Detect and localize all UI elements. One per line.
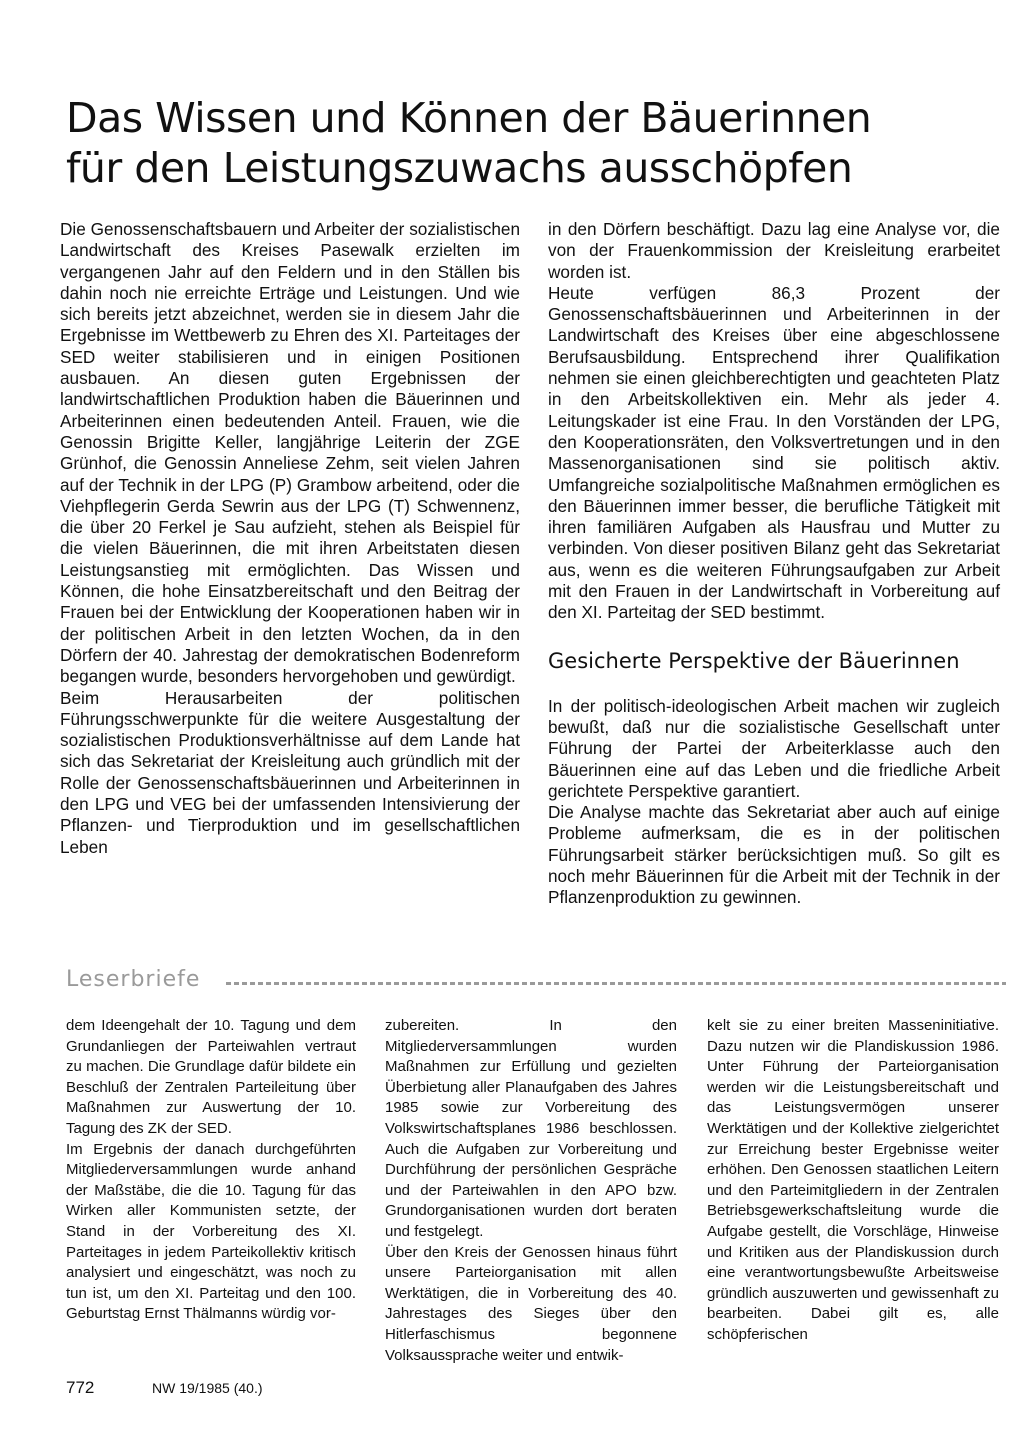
article-paragraph: in den Dörfern beschäftigt. Dazu lag eine Analyse vor, die von der Frauenkommission der Kreisleitung erarbeitet worden ist. <box>548 219 1000 282</box>
letter-paragraph: kelt sie zu einer breiten Masseninitiative. Dazu nutzen wir die Plandiskussion 1986. Unter Führung der Parteiorganisation werden wir die Leistungsbereitschaft und das Leistungsvermögen unserer Werktätigen und der Kollektive zielgerichtet zur Erreichung bester Ergebnisse weiter erhöhen. Den Genossen staatlichen Leitern und den Parteimitgliedern in der Zentralen Betriebsgewerkschaftsleitung wurde die Aufgabe gestellt, die Vorschläge, Hinweise und Kritiken aus der Plandiskussion durch eine verantwortungsbewußte Arbeitsweise gründlich auszuwerten und gewissenhaft zu bearbeiten. Dabei gilt es, alle schöpferischen <box>707 1017 999 1343</box>
headline <box>66 93 966 193</box>
letter-paragraph: dem Ideengehalt der 10. Tagung und dem Grundanliegen der Parteiwahlen vertraut zu machen. Die Grundlage dafür bildete ein Beschluß der Zentralen Parteileitung über Maßnahmen zur Auswertung der 10. Tagung des ZK der SED. <box>66 1017 356 1137</box>
letters-column-3 <box>707 1016 999 1346</box>
article-paragraph: Heute verfügen 86,3 Prozent der Genossenschaftsbäuerinnen und Arbeiterinnen in der Landwirtschaft des Kreises über eine abgeschlossene Berufsausbildung. Entsprechend ihrer Qualifikation nehmen sie einen gleichberechtigten und geachteten Platz in den Arbeitskollektiven ein. Mehr als jeder 4. Leitungskader ist eine Frau. In den Vorständen der LPG, den Kooperationsräten, den Volksvertretungen und in den Massenorganisationen sind sie politisch aktiv. Umfangreiche sozialpolitische Maßnahmen ermöglichen es den Bäuerinnen immer besser, die berufliche Tätigkeit mit ihren familiären Aufgaben als Hausfrau und Mutter zu verbinden. Von dieser positiven Bilanz geht das Sekretariat aus, wenn es die weiteren Führungsaufgaben zur Arbeit mit den Frauen in der Landwirtschaft in Vorbereitung auf den XI. Parteitag der SED bestimmt. <box>548 282 1000 623</box>
rubric-bar <box>66 966 1006 996</box>
letter-paragraph: Im Ergebnis der danach durchgeführten Mitgliederversammlungen wurde anhand der Maßstäbe, die die 10. Tagung für das Wirken aller Kommunisten setzte, der Stand in der Vorbereitung des XI. Parteitages in jedem Parteikollektiv kritisch analysiert und eingeschätzt, was noch zu tun ist, um den XI. Parteitag und den 100. Geburtstag Ernst Thälmanns würdig vor- <box>66 1140 356 1323</box>
article-subheading: Gesicherte Perspektive der Bäuerinnen <box>548 648 960 673</box>
issue-reference: NW 19/1985 (40.) <box>152 1380 263 1396</box>
headline-line-2: für den Leistungszuwachs ausschöpfen <box>66 144 853 193</box>
letters-column-2 <box>385 1016 677 1366</box>
rubric-divider <box>226 982 1006 985</box>
article-column-left <box>60 219 520 858</box>
letter-paragraph: Über den Kreis der Genossen hinaus führt unsere Parteiorganisation mit allen Werktätigen, die in Vorbereitung des 40. Jahrestages des Sieges über den Hitlerfaschismus begonnene Volksaussprache weiter und entwik- <box>385 1243 677 1364</box>
rubric-label: Leserbriefe <box>66 967 201 992</box>
article-paragraph: In der politisch-ideologischen Arbeit machen wir zugleich bewußt, daß nur die sozialistische Gesellschaft unter Führung der Partei der Arbeiterklasse auch den Bäuerinnen eine auf das Leben und die friedliche Arbeit gerichtete Perspektive garantiert. <box>548 695 1000 801</box>
article-column-right <box>548 219 1000 909</box>
article-paragraph: Die Genossenschaftsbauern und Arbeiter der sozialistischen Landwirtschaft des Kreises Pasewalk erzielten im vergangenen Jahr auf den Feldern und in den Ställen bis dahin noch nie erreichte Erträge und Leistungen. Und wie sich bereits jetzt abzeichnet, werden sie in diesem Jahr die Ergebnisse im Wettbewerb zu Ehren des XI. Parteitages der SED weiter stabilisieren und in einigen Positionen ausbauen. An diesen guten Ergebnissen der landwirtschaftlichen Produktion haben die Bäuerinnen und Arbeiterinnen einen bedeutenden Anteil. Frauen, wie die Genossin Brigitte Keller, langjährige Leiterin der ZGE Grünhof, die Genossin Anneliese Zehm, seit vielen Jahren auf der Technik in der LPG (P) Grambow arbeitend, oder die Viehpflegerin Gerda Sewrin aus der LPG (T) Schwennenz, die über 20 Ferkel je Sau aufzieht, stehen als Beispiel für die vielen Bäuerinnen, die mit ihren Arbeitstaten diesen Leistungsanstieg mit ermöglichten. Das Wissen und Können, die hohe Einsatzbereitschaft und den Beitrag der Frauen bei der Entwicklung der Kooperationen haben wir in der politischen Arbeit in den letzten Wochen, da in den Dörfern der 40. Jahrestag der demokratischen Bodenreform begangen wurde, besonders hervorgehoben und gewürdigt. <box>60 219 520 687</box>
article-paragraph: Beim Herausarbeiten der politischen Führungsschwerpunkte für die weitere Ausgestaltung der sozialistischen Produktionsverhältnisse auf dem Lande hat sich das Sekretariat der Kreisleitung auch gründlich mit der Rolle der Genossenschaftsbäuerinnen und Arbeiterinnen in den LPG und VEG bei der umfassenden Intensivierung der Pflanzen- und Tierproduktion und im gesellschaftlichen Leben <box>60 687 520 857</box>
article-paragraph: Die Analyse machte das Sekretariat aber auch auf einige Probleme aufmerksam, die es in der politischen Führungsarbeit stärker berücksichtigen muß. So gilt es noch mehr Bäuerinnen für die Arbeit mit der Technik in der Pflanzenproduktion zu gewinnen. <box>548 802 1000 908</box>
headline-line-1: Das Wissen und Können der Bäuerinnen <box>66 94 872 143</box>
page-number: 772 <box>66 1378 95 1397</box>
letter-paragraph: zubereiten. In den Mitgliederversammlungen wurden Maßnahmen zur Erfüllung und gezielten Überbietung aller Planaufgaben des Jahres 1985 sowie zur Vorbereitung des Volkswirtschaftsplanes 1986 beschlossen. Auch die Aufgaben zur Vorbereitung und Durchführung der persönlichen Gespräche und der Parteiwahlen in den APO bzw. Grundorganisationen wurden dort beraten und festgelegt. <box>385 1017 677 1240</box>
letters-column-1 <box>66 1016 356 1325</box>
